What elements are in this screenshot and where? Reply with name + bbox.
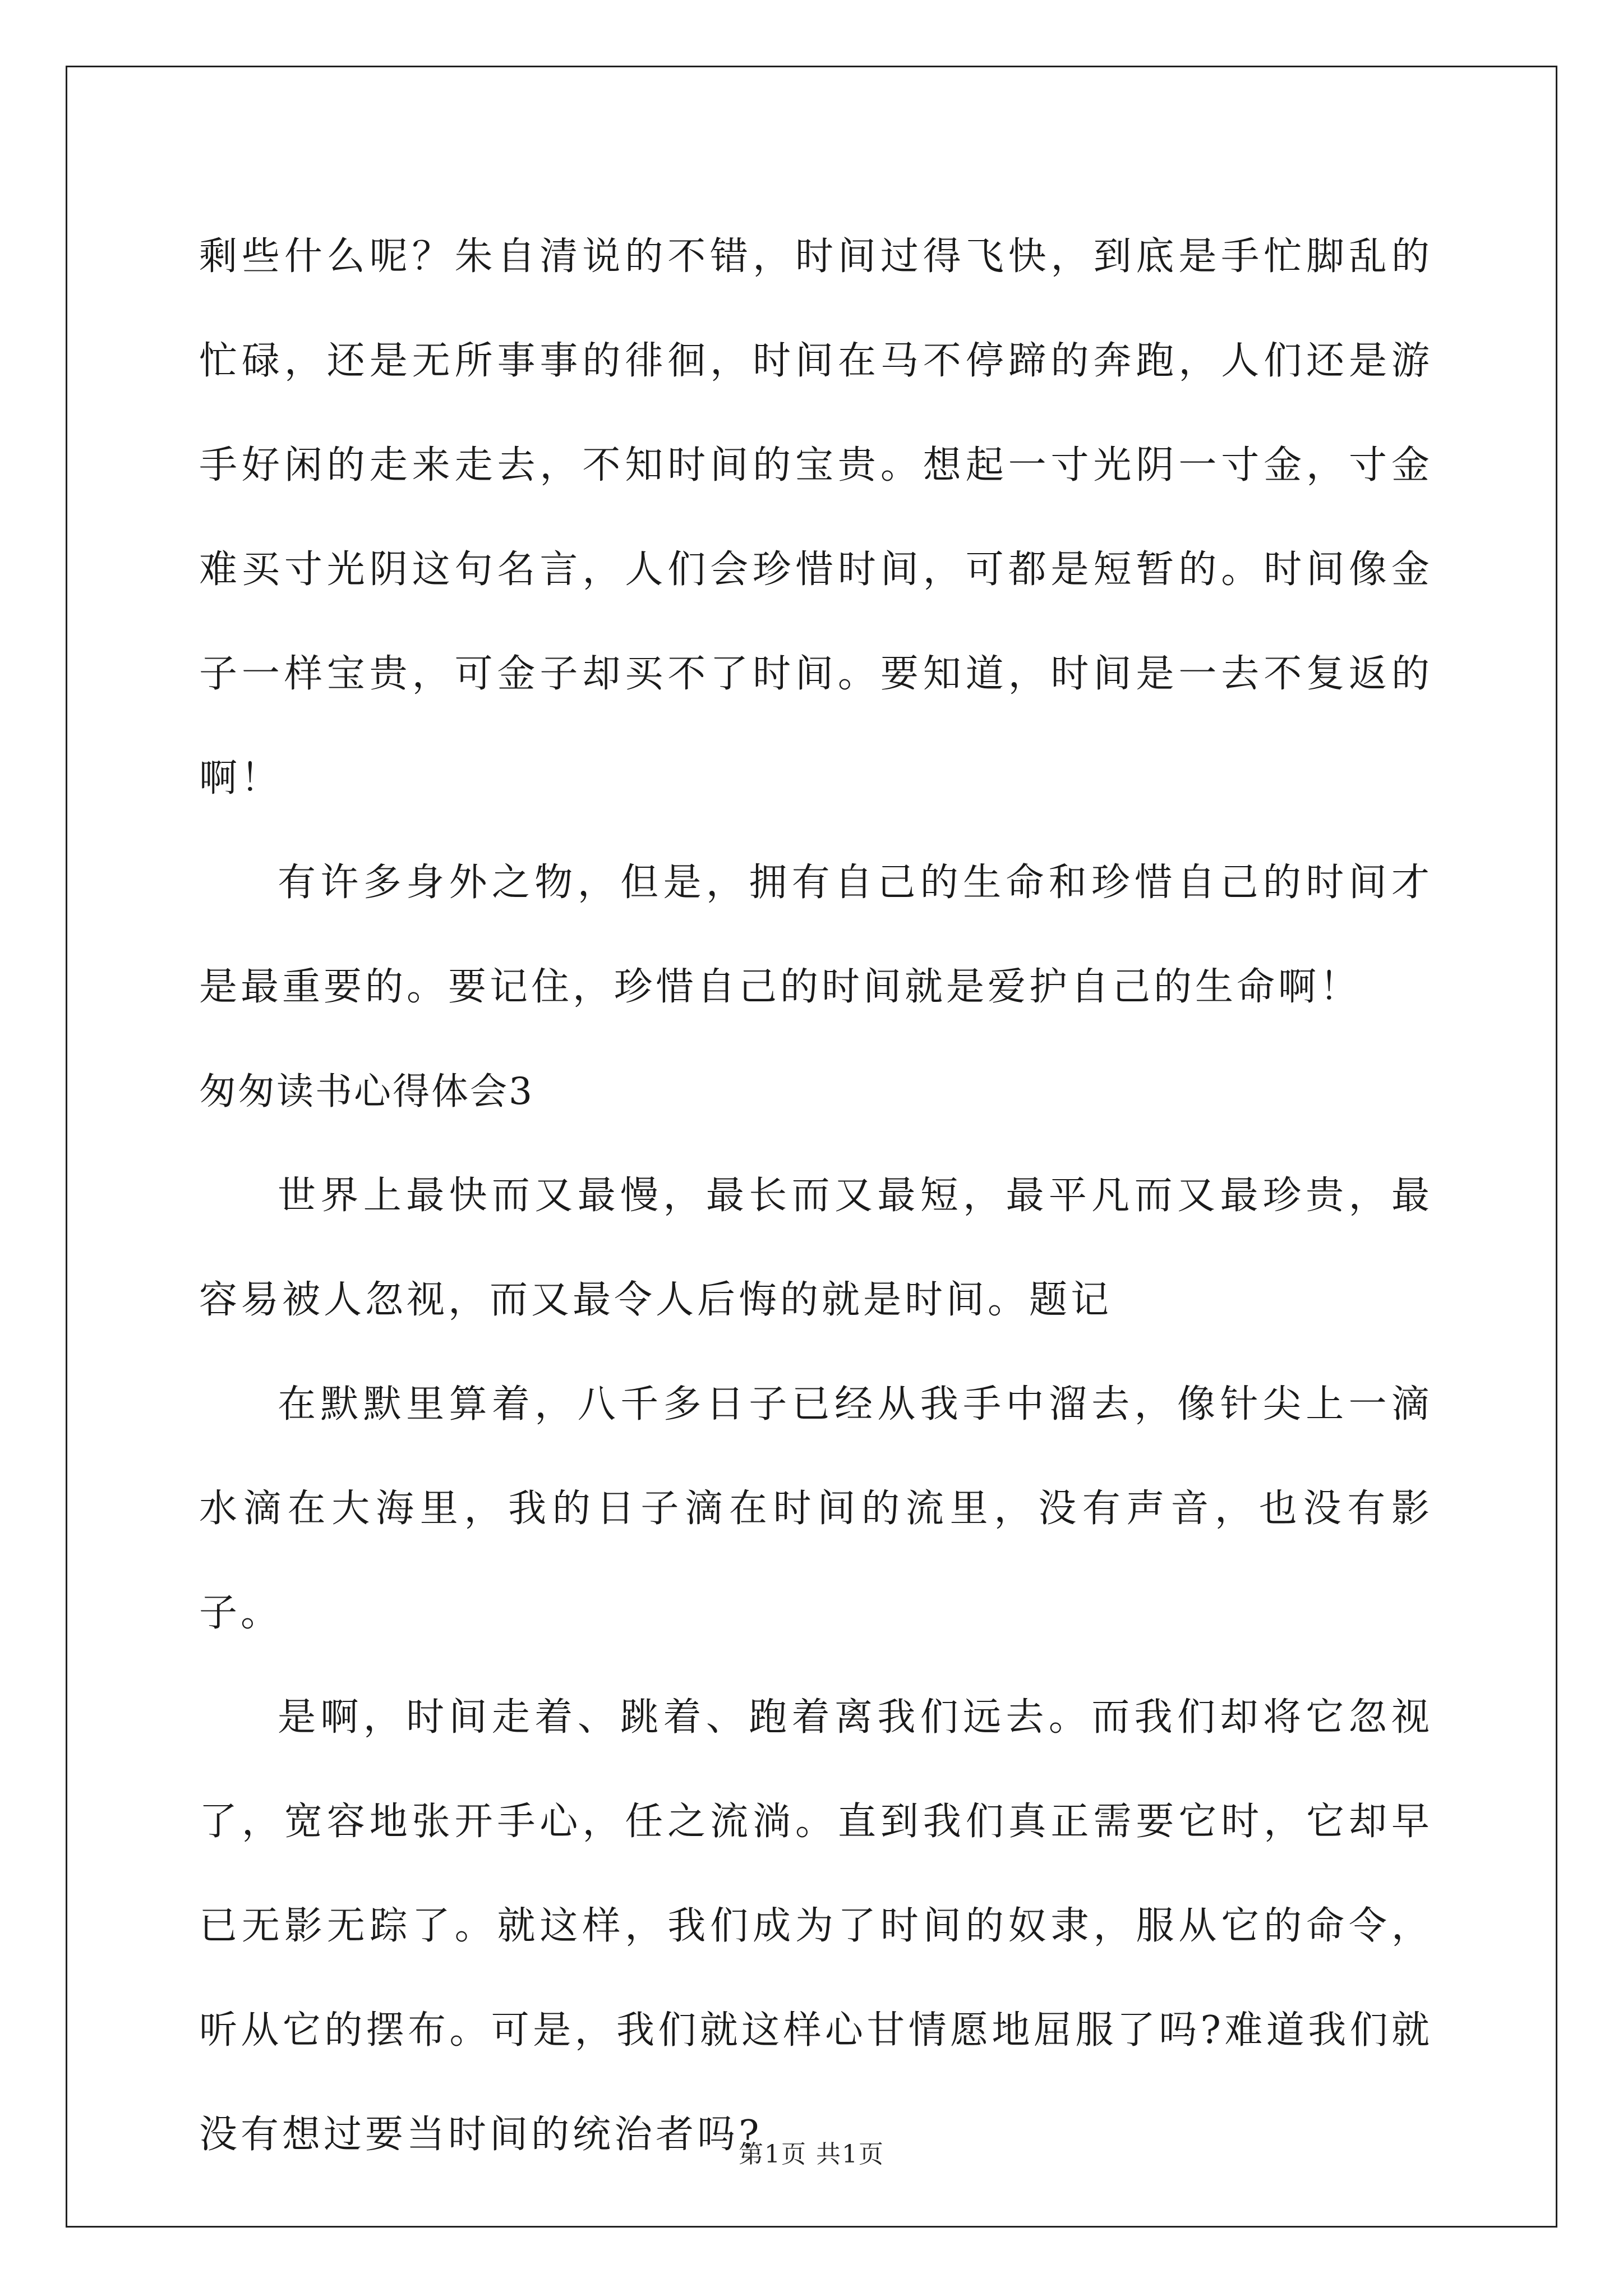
paragraph-4: 在默默里算着，八千多日子已经从我手中溜去，像针尖上一滴水滴在大海里，我的日子滴在时间的流里，没有声音，也没有影子。	[199, 1382, 1433, 1635]
document-body	[199, 205, 1433, 2187]
paragraph-2: 有许多身外之物，但是，拥有自己的生命和珍惜自己的时间才是最重要的。要记住，珍惜自己的时间就是爱护自己的生命啊！	[199, 861, 1433, 1009]
paragraph-5: 是啊，时间走着、跳着、跑着离我们远去。而我们却将它忽视了，宽容地张开手心，任之流淌。直到我们真正需要它时，它却早已无影无踪了。就这样，我们成为了时间的奴隶，服从它的命令，听从它的摆布。可是，我们就这样心甘情愿地屈服了吗?难道我们就没有想过要当时间的统治者吗?	[199, 1695, 1433, 2157]
paragraph-3: 世界上最快而又最慢，最长而又最短，最平凡而又最珍贵，最容易被人忽视，而又最令人后悔的就是时间。题记	[199, 1174, 1433, 1322]
paragraph-1: 剩些什么呢？朱自清说的不错，时间过得飞快，到底是手忙脚乱的忙碌，还是无所事事的徘徊，时间在马不停蹄的奔跑，人们还是游手好闲的走来走去，不知时间的宝贵。想起一寸光阴一寸金，寸金难买寸光阴这句名言，人们会珍惜时间，可都是短暂的。时间像金子一样宝贵，可金子却买不了时间。要知道，时间是一去不复返的啊！	[199, 234, 1433, 800]
page-footer: 第1页 共1页	[739, 2140, 884, 2169]
section-title: 匆匆读书心得体会3	[199, 1070, 534, 1113]
